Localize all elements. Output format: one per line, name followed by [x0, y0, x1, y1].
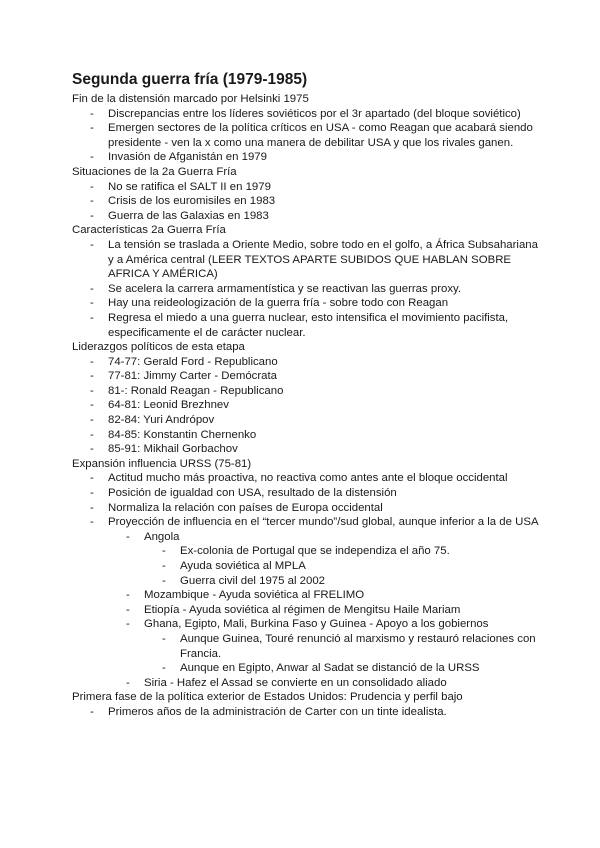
- list-item: - Ayuda soviética al MPLA: [162, 560, 306, 572]
- sub-sub-bullet-list: [72, 632, 542, 676]
- section-heading: Primera fase de la política exterior de Estados Unidos: Prudencia y perfil bajo: [72, 691, 463, 704]
- bullet-list: [72, 180, 542, 224]
- list-item: - Discrepancias entre los líderes soviéticos por el 3r apartado (del bloque soviético): [90, 107, 521, 120]
- list-item: - Regresa el miedo a una guerra nuclear, esto intensifica el movimiento pacifista, especificamente el de carácter nuclear.: [90, 311, 509, 339]
- section-heading: Liderazgos políticos de esta etapa: [72, 341, 245, 354]
- list-item: - Primeros años de la administración de Carter con un tinte idealista.: [90, 705, 447, 718]
- list-item: - 74-77: Gerald Ford - Republicano: [90, 355, 278, 368]
- list-item: - Guerra de las Galaxias en 1983: [90, 209, 269, 222]
- list-item: - Crisis de los euromisiles en 1983: [90, 195, 276, 208]
- list-item: - 84-85: Konstantin Chernenko: [90, 428, 257, 441]
- document-page: [72, 70, 542, 720]
- list-item: - Siria - Hafez el Assad se convierte en un consolidado aliado: [126, 676, 447, 689]
- list-item: - No se ratifica el SALT II en 1979: [90, 180, 271, 193]
- sub-bullet-list: [72, 676, 542, 691]
- sub-bullet-list: [72, 530, 542, 545]
- list-item: - Aunque Guinea, Touré renunció al marxismo y restauró relaciones con Francia.: [162, 632, 536, 660]
- bullet-list: [72, 471, 542, 529]
- list-item: - Aunque en Egipto, Anwar al Sadat se distanció de la URSS: [162, 662, 480, 675]
- list-item: - 85-91: Mikhail Gorbachov: [90, 443, 238, 456]
- list-item: - Normaliza la relación con países de Europa occidental: [90, 501, 383, 514]
- sub-bullet-list: [72, 588, 542, 632]
- list-item: - Angola: [126, 530, 180, 543]
- section-heading: Características 2a Guerra Fría: [72, 224, 226, 237]
- list-item: - Guerra civil del 1975 al 2002: [162, 574, 326, 587]
- list-item: - 81-: Ronald Reagan - Republicano: [90, 384, 284, 397]
- list-item: - Emergen sectores de la política críticos en USA - como Reagan que acabará siendo presidente - ven la x como una manera de debilitar USA y que los rivales ganen.: [90, 122, 533, 149]
- list-item: - Actitud mucho más proactiva, no reactiva como antes ante el bloque occidental: [90, 472, 508, 485]
- bullet-list: [72, 355, 542, 457]
- list-item: - 82-84: Yuri Andrópov: [90, 414, 215, 427]
- list-item: - Se acelera la carrera armamentística y se reactivan las guerras proxy.: [90, 282, 462, 295]
- list-item: - 64-81: Leonid Brezhnev: [90, 399, 229, 412]
- list-item: - 77-81: Jimmy Carter - Demócrata: [90, 370, 278, 383]
- section-heading: Situaciones de la 2a Guerra Fría: [72, 165, 237, 178]
- sub-sub-bullet-list: [72, 544, 542, 588]
- list-item: - Ex-colonia de Portugal que se independiza el año 75.: [162, 545, 450, 558]
- bullet-list: [72, 107, 542, 165]
- list-item: - Mozambique - Ayuda soviética al FRELIMO: [126, 589, 365, 602]
- bullet-list: [72, 705, 542, 720]
- list-item: - Invasión de Afganistán en 1979: [90, 151, 267, 164]
- list-item: - Hay una reideologización de la guerra fría - sobre todo con Reagan: [90, 297, 449, 310]
- list-item: - Ghana, Egipto, Mali, Burkina Faso y Guinea - Apoyo a los gobiernos: [126, 618, 489, 631]
- section-heading: Fin de la distensión marcado por Helsinki 1975: [72, 93, 309, 105]
- page-title: Segunda guerra fría (1979-1985): [72, 71, 308, 88]
- list-item: - La tensión se traslada a Oriente Medio, sobre todo en el golfo, a África Subsahariana y a América central (LEER TEXTOS APARTE SUBIDOS QUE HABLAN SOBRE AFRICA Y AMÉRICA): [90, 238, 538, 281]
- list-item: - Proyección de influencia en el “tercer mundo”/sud global, aunque inferior a la de USA: [90, 516, 539, 529]
- bullet-list: [72, 238, 542, 340]
- list-item: - Posición de igualdad con USA, resultado de la distensión: [90, 487, 397, 500]
- list-item: - Etiopía - Ayuda soviética al régimen de Mengitsu Haile Mariam: [126, 603, 461, 616]
- section-heading: Expansión influencia URSS (75-81): [72, 457, 252, 470]
